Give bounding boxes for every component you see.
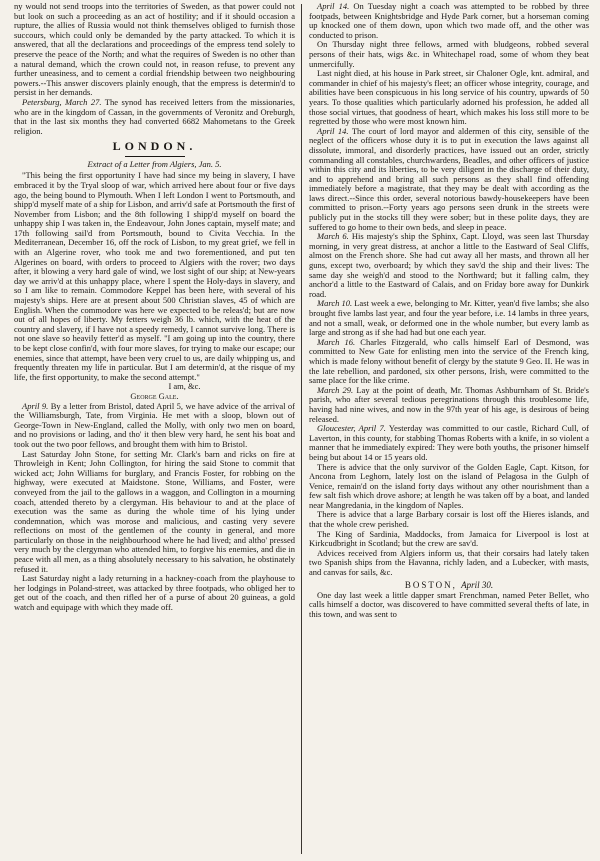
letter-signature: George Gale. (130, 390, 179, 401)
dateline: March 29. (317, 384, 354, 395)
paragraph-frenchman: One day last week a little dapper smart Frenchman, named Peter Bellet, who calls himself a doctor, was discovered to have committed several thefts of late, in this town, and was sent to (309, 589, 589, 619)
paragraph-petersburg: Petersburg, March 27. The synod has received letters from the missionaries, who are in the kingdom of Cassan, in the governments of Veronitz and Oreburgh, that in the last six months they had converted 6682 Mahometans to the Greek religion. (14, 96, 295, 136)
dateline: March 16. (317, 336, 356, 347)
dateline: April 9. (22, 400, 49, 411)
right-column (302, 2, 589, 857)
paragraph-sphinx: March 6. His majesty's ship the Sphinx, Capt. Lloyd, was seen last Thursday morning, in very great distress, at anchor a little to the Eastward of Seal Cliffs, almost on the French shore. She had cut away all her masts, and thrown all her guns, except two, overboard; by which they sav'd the ship and their lives: The same day she weigh'd and stood to the Northward; but it falling calm, they anchor'd a little to the Eastward of Calais, and on Friday bore away for Dunkirk road. (309, 231, 589, 299)
paragraph-bristol: April 9. By a letter from Bristol, dated April 5, we have advice of the arrival of the Williamsburgh, Tate, from Virginia. He met with a sloop, blown out of George-Town in New-England, called the Molly, with only two men on board, and no provisions or lading, and tho' it then blew very hard, he sent his boat and took out the two poor fellows, and brought them with him to Bristol. (14, 400, 295, 449)
paragraph-fitzgerald: March 16. Charles Fitzgerald, who calls himself Earl of Desmond, was committed to New Gate for enlisting men into the service of the French king, which is made felony without benefit of clergy by the statute 9 Geo. II. He was in the late rebellion, and pardoned, six other persons, Irish, were committed to the same place for the like crime. (309, 336, 589, 386)
extract-title: Extract of a Letter from Algiers, Jan. 5. (87, 159, 222, 170)
paragraph-gloucester: Gloucester, April 7. Yesterday was committed to our castle, Richard Cull, of Laverton, in this county, for stabbing Thomas Roberts with a knife, in so violent a manner that he immediately expired: They were both youths, the prisoner himself being but about 14 or 15 years old. (309, 423, 589, 462)
london-heading: LONDON. (112, 139, 197, 154)
dateline: Gloucester, April 7. (317, 423, 386, 434)
heading-divider (125, 156, 185, 157)
paragraph-algiers-letter: "This being the first opportunity I have had since my being in slavery, I have embraced it by the Tryal sloop of war, which arrived here about four or five days ago, the being bound to Plymouth. When I left London I went to Portsmouth, and shipp'd myself mate of a ship for Lisbon, and arriv'd safe at Portsmouth the first of November from Lisbon; and the 8th following I shipp'd myself on board the unhappy ship I was taken in, the Endeavour, John Jones captain, myself mate; and 17th following sail'd from Portsmouth, bound to Civita Vecchia. In the Mediterranean, December 16, off the rock of Lisbon, to my great grief, we fell in with an Algerine rover, who took me and two forementioned, and put ten Algerines on board, with orders to proceed to Algiers with the rover; two days after, it blowing a very hard gale of wind, we lost sight of our ship; at New-years day we arriv'd at this unhappy place, where I spent the Holy-days in slavery, and so I am like to remain. Commodore Keppel has been here, with several of his majesty's ships. Here are at present about 500 Christian slaves, 45 of which are English. When the commodore was here we expected to be releas'd; but are now out of all hopes of liberty. My fetters weigh 36 lb. which, with the heat of the country and slavery, if I have not a speedy remedy, I cannot survive long. There is not one slave so heavily fetter'd as myself. "I am going up into the country, there to be kept close confin'd, with four more slaves, for trying to make our escape; our enemies, since that attempt, have been very cruel to us, are daily whipping us, and frequently threaten my life in particular. But I am determin'd, at the risque of my life, the first opportunity, to make the second attempt." (14, 170, 295, 382)
paragraph-admiral-ogle: Last night died, at his house in Park street, sir Chaloner Ogle, knt. admiral, and commander in chief of his majesty's fleet; an officer whose integrity, courage, and abilities have been conspicuous in his long service of his country, upwards of 50 years. To those qualities which particularly adorned his profession, he added all those social virtues, that goodness of heart, which makes his loss still more to be regretted by those who were most known him. (309, 68, 589, 127)
left-column (14, 2, 301, 857)
paragraph-algiers-advices: Advices received from Algiers inform us, that their corsairs had lately taken two Spanish ships from the Havanna, richly laden, and a Lubecker, with masts, and canvas for sails, &c. (309, 547, 589, 578)
paragraph-ashburnham: March 29. Lay at the point of death, Mr. Thomas Ashburnham of St. Bride's parish, who after several tedious peregrinations through this troublesome life, having had nine wives, and now in the 97th year of his age, is desirous of being released. (309, 384, 589, 424)
boston-heading: BOSTON, April 30. (404, 579, 494, 590)
paragraph-coach-robbery: April 14. On Tuesday night a coach was attempted to be robbed by three footpads, between Knightsbridge and Hyde Park corner, but a horseman coming up knocked one of them down, upon which two made off, and the other was conducted to prison. (309, 2, 589, 40)
dateline: Petersburg, March 27. (22, 96, 102, 107)
paragraph-barbary-corsair: There is advice that a large Barbary corsair is lost off the Hieres islands, and that the whole crew perished. (309, 509, 589, 530)
paragraph-whitechapel: On Thursday night three fellows, armed with bludgeons, robbed several persons of their hats, wigs &c. in Whitechapel road, some of whom they beat unmercifully. (309, 39, 589, 69)
paragraph-hackney-coach: Last Saturday night a lady returning in a hackney-coach from the playhouse to her lodgings in Poland-street, was attacked by three footpads, who obliged her to get out of the coach, and then rifled her of a purse of about 20 guineas, a gold watch and equipage with which they made off. (14, 573, 295, 613)
dateline: March 10. (317, 298, 353, 309)
boston-date: April 30. (461, 579, 494, 590)
paragraph-lord-mayor: April 14. The court of lord mayor and aldermen of this city, sensible of the neglect of the officers whose duty it is to put in execution the laws against all dissolute, immoral, and disorderly practices, have issued out an order, strictly commanding all constables, churchwardens, Beadles, and other officers of justice within this city and its liberties, to be very diligent in the discharge of their duty, and to apprehend and bring all such persons as they shall find offending immediately before a magistrate, that they may be dealt with according as the laws direct.--Since this order, several notorious bawdy-housekeepers have been committed to prison.--Forty years ago persons seen drunk in the streets were publicly put in the stocks till they were sober; but in these polite days, they are suffered to go home to their own beds, and sleep in peace. (309, 125, 589, 232)
letter-sign-off: I am, &c. (168, 381, 201, 392)
paragraph-sweden: ny would not send troops into the territories of Sweden, as that power could not but look on such a proceeding as an act of hostility; and if it should occasion a rupture, the allies of Russia would not think themselves obliged to furnish those succours, which could only be demanded by the party attacked. To which it is answered, that all the declarations and proceedings of the empress tend solely to preserve the peace of the North; and what the requires of Sweden is no other than a natural demand, which the crown could not, in reason refuse, to prevent any further uneasiness, and to cement a cordial friendship between two neighbouring powers.--This answer discovers plainly enough, that the empress is determin'd to persist in her demands. (14, 2, 295, 98)
paragraph-ewe-lambs: March 10. Last week a ewe, belonging to Mr. Kitter, yean'd five lambs; she also brought five lambs last year, and four the year before, i.e. 14 lambs in three years, and not a small, weak, or deformed one in the whole number, but every lamb as large and strong as if she had had but one each year. (309, 298, 589, 338)
dateline: March 6. (317, 231, 349, 242)
paragraph-maidstone-execution: Last Saturday John Stone, for setting Mr. Clark's barn and ricks on fire at Throwleigh in Kent; John Collington, for hiring the said Stone to commit that wicked act; John Williams for burglary, and Francis Foster, for robbing on the highway, were executed at Maidstone. Stone, Williams, and Foster, were conveyed from the jail to the gallows in a waggon, and Collington in a mourning coach, attended thereto by a clergyman. His behaviour to and at the place of execution was the same as during the whole time of his lying under condemnation, which was morose and malicious, and casting very severe reflections on most of the gentlemen of the county in general, and more particularly on those in the neighbourhood where he had lived; and altho' pressed very much by the clergyman who attended him, to forgive his enemies, and die in peace with all men, as a thing absolutely necessary to his salvation, he obstinately refused it. (14, 448, 295, 574)
paragraph-king-of-sardinia: The King of Sardinia, Maddocks, from Jamaica for Liverpool is lost at Kirkcudbright in Scotland; but the crew are sav'd. (309, 528, 589, 549)
dateline: April 14. (317, 2, 350, 11)
paragraph-golden-eagle: There is advice that the only survivor of the Golden Eagle, Capt. Kitson, for Ancona from Leghorn, lately lost on the island of Pelagosa in the Gulph of Venice, remain'd on the island forty days without any other nourishment than a few salt fish which drove ashore; at length he was taken off by a boat, and landed near Mangredania, in the kingdom of Naples. (309, 461, 589, 510)
dateline: April 14. (317, 125, 349, 136)
